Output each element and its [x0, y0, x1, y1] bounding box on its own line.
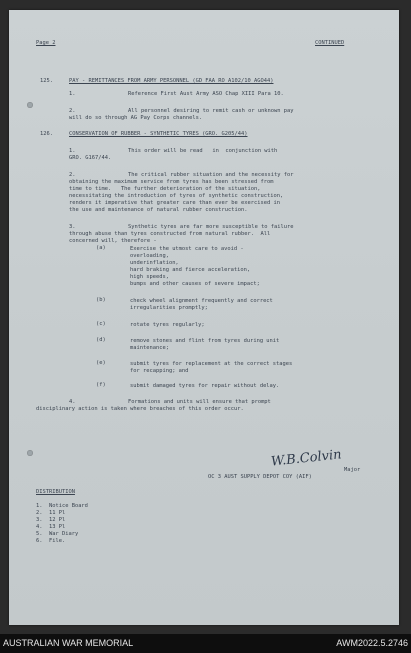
list-item-line: hard braking and fierce acceleration,	[130, 267, 251, 273]
list-item-line: check wheel alignment frequently and correct	[130, 298, 273, 304]
order-126-para-2-number: 2.	[69, 172, 76, 178]
list-item-label: (e)	[96, 360, 106, 366]
order-126-para-4-number: 4.	[69, 399, 76, 405]
list-item-line: Exercise the utmost care to avoid -	[130, 246, 244, 252]
distribution-item: 5. War Diary	[36, 531, 79, 537]
footer-institution: AUSTRALIAN WAR MEMORIAL	[3, 638, 134, 648]
order-126-para-2-line: time to time. The further deterioration of the situation,	[69, 186, 261, 192]
order-126-para-1-line: GRO. G167/44.	[69, 155, 112, 161]
list-item-line: for recapping; and	[130, 368, 189, 374]
order-126-para-4-line: disciplinary action is taken where breaches of this order occur.	[36, 406, 244, 412]
order-125-number: 125.	[40, 78, 53, 84]
order-125-para-1-number: 1.	[69, 91, 76, 97]
list-item-line: submit damaged tyres for repair without delay.	[130, 383, 280, 389]
list-item-line: maintenance;	[130, 345, 169, 351]
order-125-para-2-line: will do so through AG Pay Corps channels.	[69, 115, 203, 121]
order-126-para-4-line: Formations and units will ensure that prompt	[128, 399, 271, 405]
order-126-para-2-line: the use and maintenance of natural rubber construction.	[69, 207, 248, 213]
list-item-label: (d)	[96, 337, 106, 343]
order-126-para-1-number: 1.	[69, 148, 76, 154]
order-125-para-1: Reference First Aust Army ASO Chap XIII Para 10.	[128, 91, 284, 97]
signature-rank: Major	[344, 467, 361, 473]
order-126-para-3-number: 3.	[69, 224, 76, 230]
distribution-item: 2. 11 Pl	[36, 510, 66, 516]
page-label: Page 2	[36, 40, 56, 46]
punch-hole	[27, 450, 33, 456]
list-item-line: underinflation,	[130, 260, 179, 266]
order-126-para-3-line: Synthetic tyres are far more susceptible to failure	[128, 224, 294, 230]
order-126-para-2-line: necessitating the introduction of tyres of synthetic construction,	[69, 193, 284, 199]
order-126-para-3-line: through abuse than tyres constructed from natural rubber. All	[69, 231, 271, 237]
order-126-para-2-line: renders it imperative that greater care than ever be exercised in	[69, 200, 280, 206]
order-125-para-2-line: All personnel desiring to remit cash or unknown pay	[128, 108, 294, 114]
list-item-line: overloading,	[130, 253, 169, 259]
signature-unit: OC 3 AUST SUPPLY DEPOT COY (AIF)	[208, 474, 312, 480]
list-item-label: (b)	[96, 297, 106, 303]
archive-footer	[0, 634, 411, 653]
list-item-label: (f)	[96, 382, 106, 388]
order-126-title: CONSERVATION OF RUBBER - SYNTHETIC TYRES (GRO. G205/44)	[69, 131, 248, 137]
footer-accession-number: AWM2022.5.2746	[336, 638, 408, 648]
order-126-number: 126.	[40, 131, 53, 137]
document-page	[9, 10, 399, 625]
order-125-para-2-number: 2.	[69, 108, 76, 114]
distribution-item: 4. 13 Pl	[36, 524, 66, 530]
distribution-item: 3. 12 Pl	[36, 517, 66, 523]
order-126-para-1-line: This order will be read in conjunction with	[128, 148, 278, 154]
list-item-line: submit tyres for replacement at the correct stages	[130, 361, 293, 367]
list-item-label: (c)	[96, 321, 106, 327]
order-126-para-2-line: obtaining the maximum service from tyres has been stressed from	[69, 179, 274, 185]
order-126-para-2-line: The critical rubber situation and the necessity for	[128, 172, 294, 178]
continued-label: CONTINUED	[315, 40, 345, 46]
list-item-line: remove stones and flint from tyres during unit	[130, 338, 280, 344]
list-item-label: (a)	[96, 245, 106, 251]
distribution-item: 6. File.	[36, 538, 66, 544]
list-item-line: rotate tyres regularly;	[130, 322, 205, 328]
punch-hole	[27, 102, 33, 108]
order-126-para-3-line: concerned will, therefore -	[69, 238, 157, 244]
list-item-line: bumps and other causes of severe impact;	[130, 281, 260, 287]
list-item-line: irregularities promptly;	[130, 305, 208, 311]
handwritten-signature: W.B.Colvin	[270, 447, 343, 470]
distribution-item: 1. Notice Board	[36, 503, 88, 509]
list-item-line: high speeds,	[130, 274, 169, 280]
distribution-title: DISTRIBUTION	[36, 489, 75, 495]
order-125-title: PAY - REMITTANCES FROM ARMY PERSONNEL (GD FAA RO A102/10 AGO44)	[69, 78, 274, 84]
